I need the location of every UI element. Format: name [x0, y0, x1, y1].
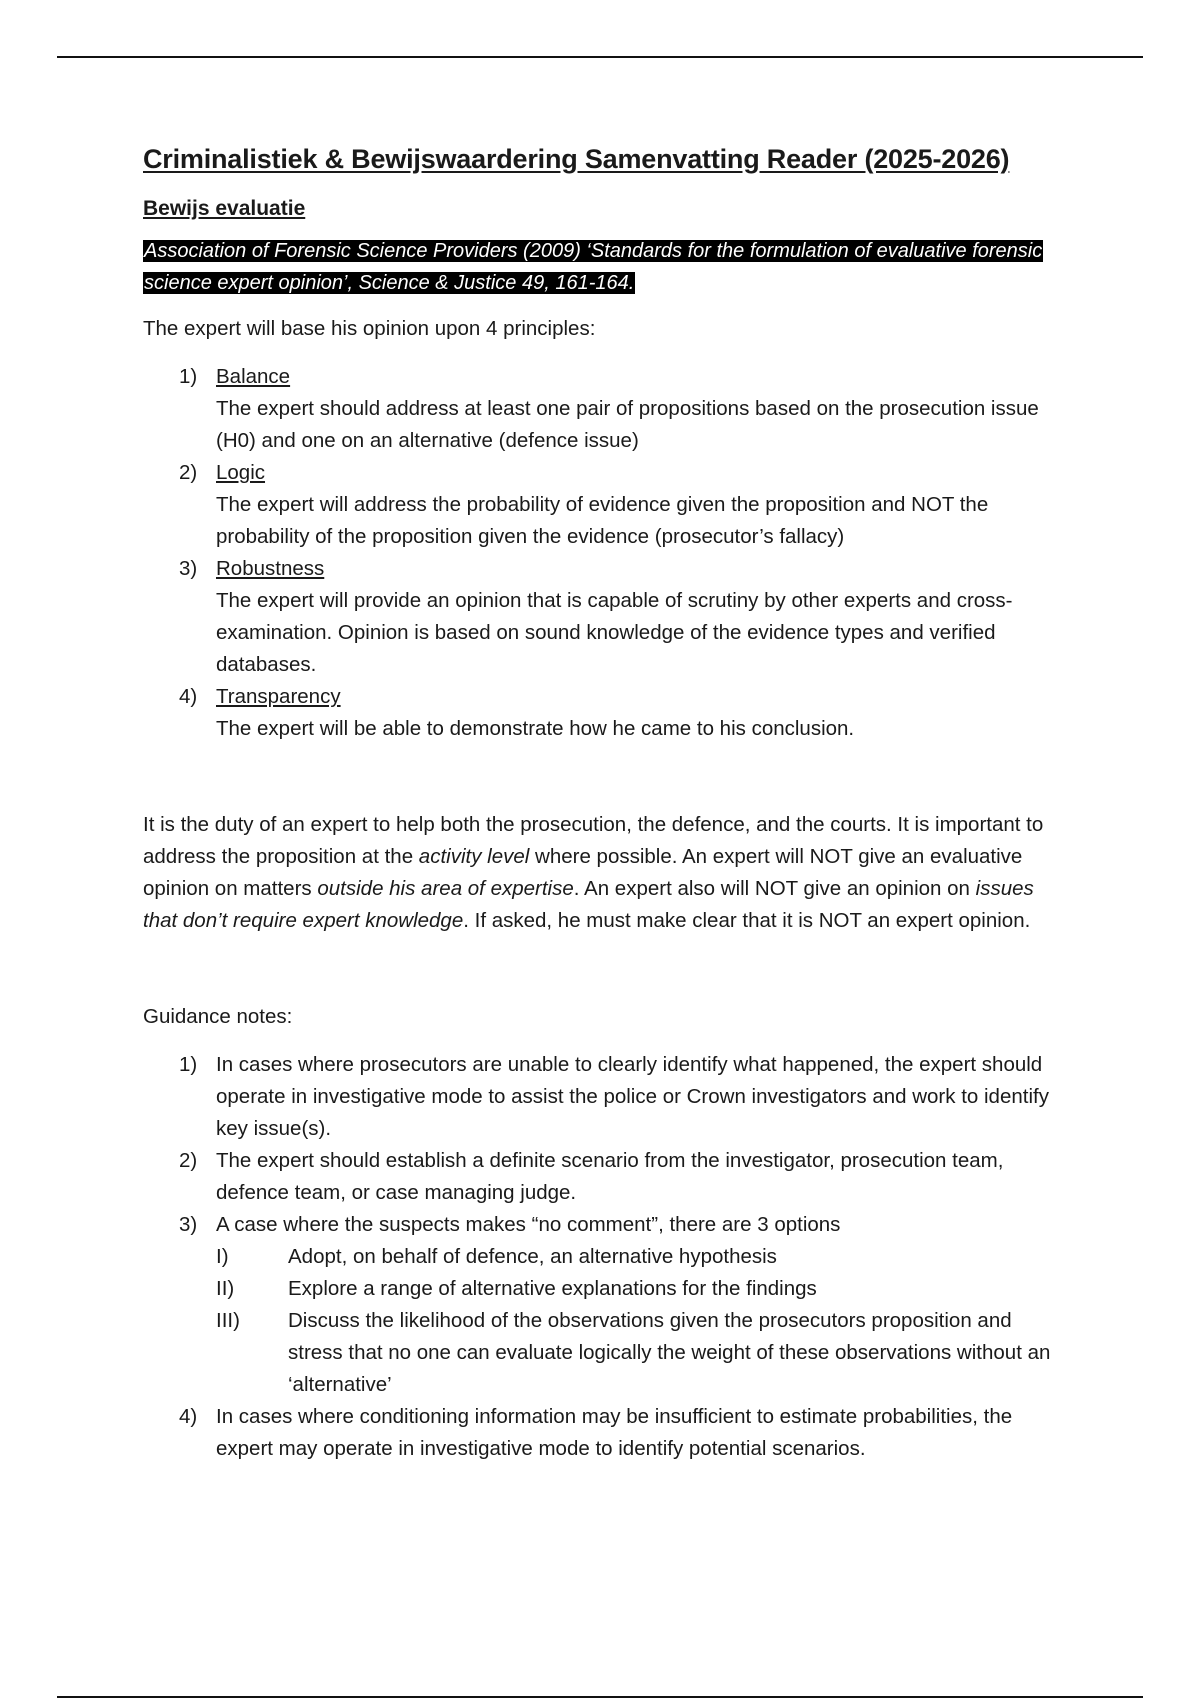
- principle-text: The expert will provide an opinion that is capable of scrutiny by other experts and cross-examination. Opinion is based on sound knowledge of the evidence types and verified databases.: [216, 589, 1013, 677]
- option-text: Adopt, on behalf of defence, an alternative hypothesis: [288, 1245, 777, 1269]
- list-item: [143, 1145, 1063, 1209]
- list-number: 3): [179, 1213, 198, 1237]
- list-item: [143, 1209, 1063, 1241]
- sub-list-number: I): [216, 1245, 229, 1269]
- reference-text: Association of Forensic Science Providers (2009) ‘Standards for the formulation of evaluative forensic science expert opinion’, Science & Justice 49, 161-164.: [144, 240, 1043, 295]
- document-title: Criminalistiek & Bewijswaardering Samenvatting Reader (2025-2026): [143, 144, 1010, 174]
- section-heading: Bewijs evaluatie: [143, 197, 306, 221]
- list-number: 3): [179, 557, 198, 581]
- sub-list-item: [143, 1305, 1063, 1401]
- list-number: 1): [179, 365, 198, 389]
- list-number: 2): [179, 461, 198, 485]
- list-item: [143, 457, 1063, 553]
- paragraph-text: where possible. An expert will NOT give an evaluative opinion on matters: [143, 845, 1023, 901]
- note-text: The expert should establish a definite scenario from the investigator, prosecution team, defence team, or case managing judge.: [216, 1149, 1004, 1205]
- list-number: 4): [179, 685, 198, 709]
- paragraph-text: It is the duty of an expert to help both the prosecution, the defence, and the courts. It is important to address the proposition at the: [143, 813, 1044, 869]
- highlighted-reference: [143, 235, 1063, 299]
- principle-name: Balance: [216, 365, 291, 389]
- list-item: [143, 553, 1063, 681]
- list-item: [143, 1401, 1063, 1465]
- emphasis-text: issues that don’t require expert knowledge: [143, 877, 1034, 933]
- guidance-list: [143, 1049, 1063, 1465]
- note-text: In cases where conditioning information may be insufficient to estimate probabilities, the expert may operate in investigative mode to identify potential scenarios.: [216, 1405, 1013, 1461]
- principle-name: Robustness: [216, 557, 325, 581]
- principle-text: The expert will address the probability of evidence given the proposition and NOT the probability of the proposition given the evidence (prosecutor’s fallacy): [216, 493, 989, 549]
- list-item: [143, 1049, 1063, 1145]
- page-top-rule: [57, 56, 1143, 58]
- list-item: [143, 361, 1063, 457]
- principle-text: The expert will be able to demonstrate how he came to his conclusion.: [216, 717, 855, 741]
- principle-text: The expert should address at least one pair of propositions based on the prosecution issue (H0) and one on an alternative (defence issue): [216, 397, 1039, 453]
- sub-list-item: [143, 1241, 1063, 1273]
- paragraph-text: . If asked, he must make clear that it is NOT an expert opinion.: [463, 909, 1031, 933]
- guidance-heading: Guidance notes:: [143, 1005, 293, 1029]
- page-bottom-rule: [57, 1696, 1143, 1698]
- note-text: A case where the suspects makes “no comment”, there are 3 options: [216, 1213, 841, 1237]
- paragraph-text: . An expert also will NOT give an opinion on: [573, 877, 976, 901]
- principles-list: [143, 361, 1063, 745]
- document-body: [143, 142, 1063, 1465]
- list-number: 4): [179, 1405, 198, 1429]
- principle-name: Logic: [216, 461, 266, 485]
- principles-intro: The expert will base his opinion upon 4 principles:: [143, 317, 596, 341]
- expert-duty-paragraph: [143, 809, 1063, 937]
- option-text: Discuss the likelihood of the observations given the prosecutors proposition and stress that no one can evaluate logically the weight of these observations without an ‘alternative’: [288, 1309, 1051, 1397]
- option-text: Explore a range of alternative explanations for the findings: [288, 1277, 817, 1301]
- list-number: 1): [179, 1053, 198, 1077]
- note-text: In cases where prosecutors are unable to clearly identify what happened, the expert should operate in investigative mode to assist the police or Crown investigators and work to identify key issue(s).: [216, 1053, 1049, 1141]
- emphasis-text: activity level: [418, 845, 530, 869]
- emphasis-text: outside his area of expertise: [317, 877, 574, 901]
- sub-list-item: [143, 1273, 1063, 1305]
- sub-list-number: III): [216, 1309, 240, 1333]
- sub-list-number: II): [216, 1277, 235, 1301]
- principle-name: Transparency: [216, 685, 341, 709]
- list-item: [143, 681, 1063, 745]
- list-number: 2): [179, 1149, 198, 1173]
